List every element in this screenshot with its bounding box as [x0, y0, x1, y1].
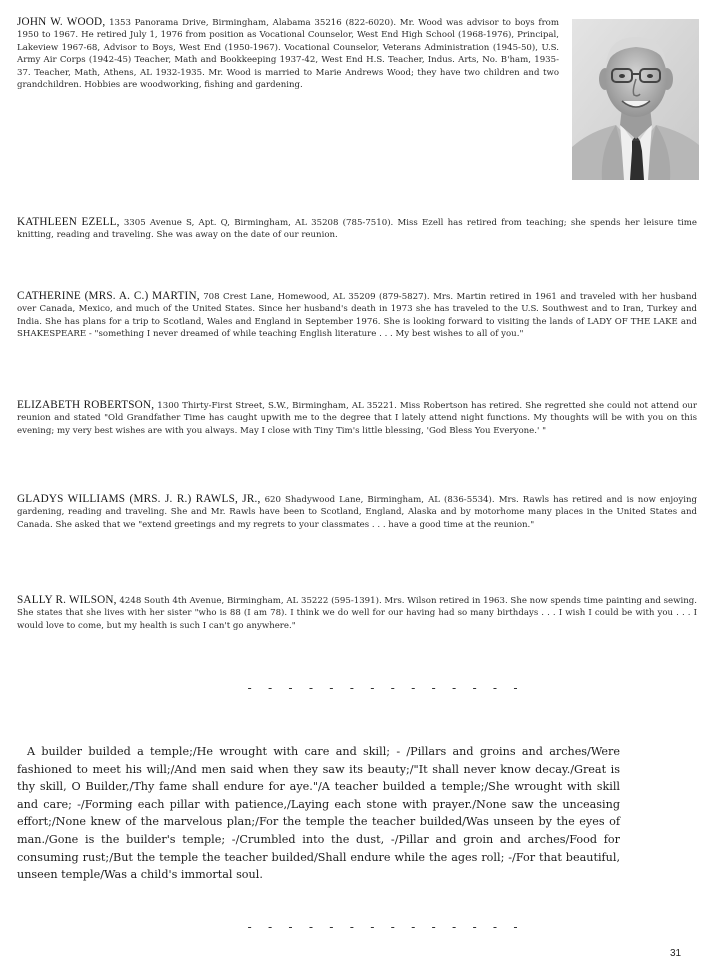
entry-text: 1353 Panorama Drive, Birmingham, Alabama 35216 (822-6020). Mr. Wood was advisor to boys from 1950 to 1967. He retired July 1, 1976 from position as Vocational Counselor, West End High School (1968-1976), Principal, Lakeview 1967-68, Advisor to Boys, West End (1950-1967). Vocational Counselor, Veterans Administration (1945-50), U.S. Army Air Corps (1942-45) Teacher, Math and Bookkeeping 1937-42, West End H.S. Teacher, Indus. Arts, No. B'ham, 1935-37. Teacher, Math, Athens, AL 1932-1935. Mr. Wood is married to Marie Andrews Wood; they have two children and two grandchildren. Hobbies are woodworking, fishing and gardening.	[17, 18, 559, 91]
entry-name: SALLY R. WILSON,	[17, 594, 117, 606]
entry-elizabeth-robertson	[17, 399, 697, 437]
entry-name: JOHN W. WOOD,	[17, 16, 106, 28]
entry-name: GLADYS WILLIAMS (MRS. J. R.) RAWLS, JR.,	[17, 493, 261, 505]
entry-name: ELIZABETH ROBERTSON,	[17, 399, 155, 411]
page-number: 31	[670, 948, 682, 959]
entry-sally-wilson	[17, 594, 697, 632]
entry-catherine-martin	[17, 290, 697, 341]
portrait-illustration	[572, 19, 699, 180]
entry-john-w-wood	[17, 16, 559, 91]
portrait-photo	[572, 19, 699, 180]
entry-name: CATHERINE (MRS. A. C.) MARTIN,	[17, 290, 200, 302]
entry-name: KATHLEEN EZELL,	[17, 216, 120, 228]
entry-kathleen-ezell	[17, 216, 697, 242]
entry-text: 708 Crest Lane, Homewood, AL 35209 (879-5827). Mrs. Martin retired in 1961 and traveled with her husband over Canada, Mexico, and much of the United States. Since her husband's death in 1973 she has traveled to the U.S. Southwest and to Iran, Turkey and India. She has plans for a trip to Scotland, Wales and England in September 1976. She is looking forward to visiting the lands of LADY OF THE LAKE and SHAKESPEARE - "something I never dreamed of while teaching English literature . . . My best wishes to all of you."	[17, 292, 698, 340]
entry-gladys-williams-rawls	[17, 493, 697, 531]
entry-text: 620 Shadywood Lane, Birmingham, AL (836-5534). Mrs. Rawls has retired and is now enjoying gardening, reading and traveling. She and Mr. Rawls have been to Scotland, England, Alaska and by motorhome many places in the United States and Canada. She asked that we "extend greetings and my regrets to your classmates . . . have a good time at the reunion."	[17, 495, 697, 530]
entry-text: 1300 Thirty-First Street, S.W., Birmingham, AL 35221. Miss Robertson has retired. She regretted she could not attend our reunion and stated "Old Grandfather Time has caught upwith me to the degree that I lately attend night functions. My thoughts will be with you on this evening; my very best wishes are with you always. May I close with Tiny Tim's little blessing, 'God Bless You Everyone.' "	[17, 401, 698, 436]
poem-text: A builder builded a temple;/He wrought with care and skill; - /Pillars and groins and arches/Were fashioned to meet his will;/And men said when they saw its beauty;/"It shall never know decay./Great is thy skill, O Builder,/Thy fame shall endure for aye."/A teacher builded a temple;/She wrought with skill and care; -/Forming each pillar with patience,/Laying each stone with prayer./None saw the unceasing effort;/None knew of the marvelous plan;/For the temple the teacher builded/Was unseen by the eyes of man./Gone is the builder's temple; -/Crumbled into the dust, -/Pillar and groin and arches/Food for consuming rust;/But the temple the teacher builded/Shall endure while the ages roll; -/For that beautiful, unseen temple/Was a child's immortal soul.	[17, 745, 620, 882]
section-divider: - - - - - - - - - - - - - -	[246, 681, 523, 695]
entry-text: 3305 Avenue S, Apt. Q, Birmingham, AL 35208 (785-7510). Miss Ezell has retired from teaching; she spends her leisure time knitting, reading and traveling. She was away on the date of our reunion.	[17, 218, 697, 241]
entry-text: 4248 South 4th Avenue, Birmingham, AL 35222 (595-1391). Mrs. Wilson retired in 1963. She now spends time painting and sewing. She states that she lives with her sister "who is 88 (I am 78). I think we do well for our having had so many birthdays . . . I wish I could be with you . . . I would love to come, but my health is such I can't go anywhere."	[17, 596, 697, 631]
section-divider: - - - - - - - - - - - - - -	[246, 920, 523, 934]
